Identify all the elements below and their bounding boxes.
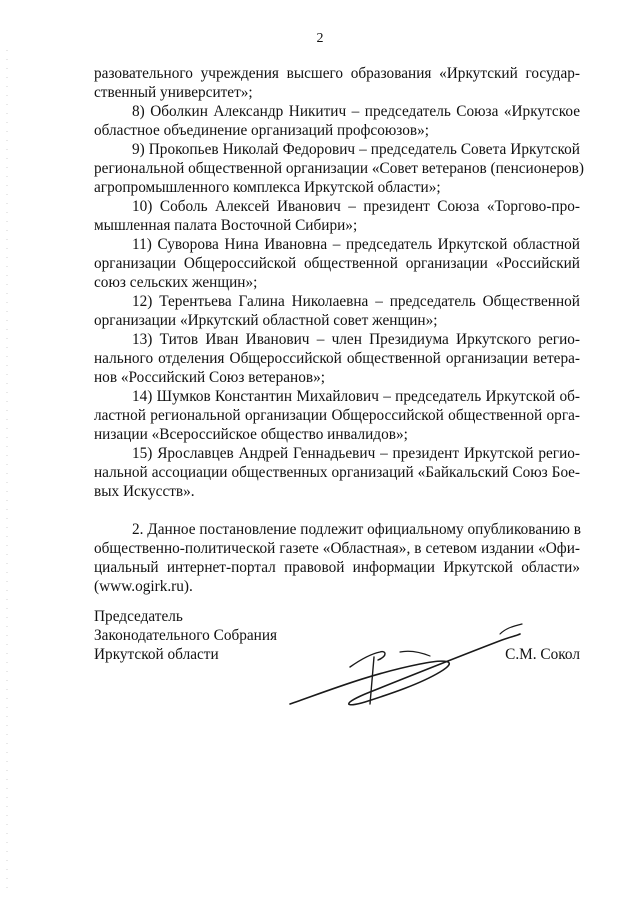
text-line: нального отделения Общероссийской общественной организации ветера- (94, 350, 580, 367)
handwritten-signature (270, 612, 550, 722)
list-item (94, 197, 580, 235)
scan-margin-dots (6, 50, 8, 890)
text-line: организации «Иркутский областной совет женщин»; (94, 312, 438, 329)
text-line: организации Общероссийской общественной организации «Российский (94, 255, 580, 272)
text-line: нальной ассоциации общественных организаций «Байкальский Союз Боe- (94, 464, 580, 481)
list-item (94, 102, 580, 140)
text-line: 13) Титов Иван Иванович – член Президиума Иркутского регио- (132, 331, 580, 348)
text-line: 9) Прокопьев Николай Федорович – председатель Совета Иркутской (132, 141, 580, 158)
text-line: нов «Российский Союз ветеранов»; (94, 369, 325, 386)
text-line: агропромышленного комплекса Иркутской области»; (94, 179, 441, 196)
text-line: 14) Шумков Константин Михайлович – председатель Иркутской об- (132, 388, 580, 405)
signatory-name: С.М. Сокол (505, 646, 580, 663)
text-line: 15) Ярославцев Андрей Геннадьевич – президент Иркутской регио- (132, 445, 580, 462)
list-item (94, 330, 580, 387)
signatory-title-line: Председатель (94, 608, 183, 625)
document-body (94, 64, 584, 596)
text-line: вых Искусств». (94, 483, 195, 500)
signatory-title-line: Законодательного Собрания (94, 627, 278, 644)
list-item (94, 140, 584, 197)
text-line: низации «Всероссийское общество инвалидов»; (94, 426, 408, 443)
list-item (94, 387, 580, 444)
text-line: мышленная палата Восточной Сибири»; (94, 217, 358, 234)
text-line: общественно-политической газете «Областная», в сетевом издании «Офи- (94, 540, 580, 557)
paragraph-gap (94, 501, 580, 520)
text-line: разовательного учреждения высшего образования «Иркутский государ- (94, 65, 580, 82)
text-line: (www.ogirk.ru). (94, 578, 193, 595)
list-item (94, 64, 580, 102)
list-item (94, 292, 580, 330)
text-line: региональной общественной организации «Совет ветеранов (пенсионеров) (94, 160, 584, 177)
signatory-title (94, 607, 277, 664)
signatory-title-line: Иркутской области (94, 646, 219, 663)
text-line: 12) Терентьева Галина Николаевна – председатель Общественной (132, 293, 580, 310)
text-line: союз сельских женщин»; (94, 274, 258, 291)
text-line: ластной региональной организации Общероссийской общественной орга- (94, 407, 580, 424)
page-number: 2 (316, 31, 324, 46)
text-line: 8) Оболкин Александр Никитич – председатель Союза «Иркутское (132, 103, 580, 120)
text-line: циальный интернет-портал правовой информации Иркутской области» (94, 559, 580, 576)
list-item (94, 235, 580, 292)
text-line: ственный университет»; (94, 84, 253, 101)
text-line: 2. Данное постановление подлежит официальному опубликованию в (132, 521, 581, 538)
clause-2-paragraph (94, 520, 580, 596)
text-line: 10) Соболь Алексей Иванович – президент Союза «Торгово-про- (132, 198, 580, 215)
text-line: 11) Суворова Нина Ивановна – председатель Иркутской областной (132, 236, 580, 253)
text-line: областное объединение организаций профсоюзов»; (94, 122, 429, 139)
list-item (94, 444, 580, 501)
